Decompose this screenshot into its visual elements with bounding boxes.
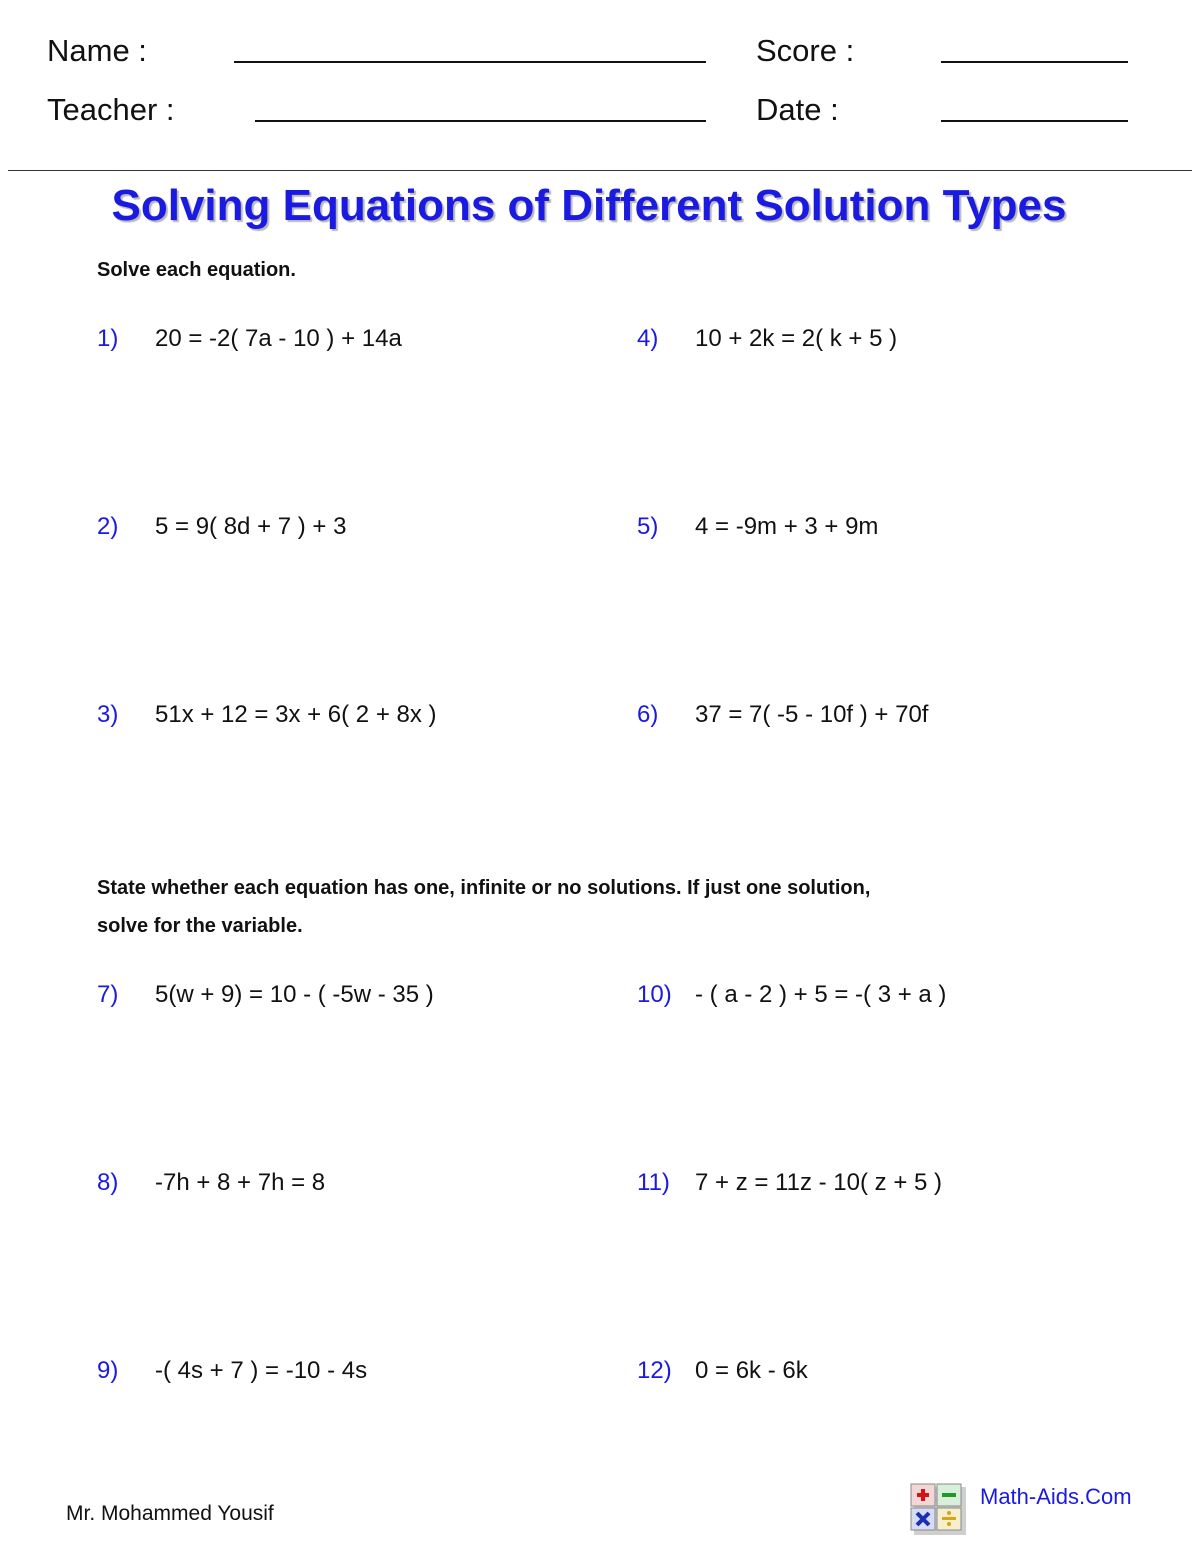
problem-equation: 4 = -9m + 3 + 9m xyxy=(695,513,879,540)
problem-number: 7) xyxy=(97,981,119,1008)
problem-4 xyxy=(637,324,897,354)
date-label: Date : xyxy=(756,92,839,127)
problem-2 xyxy=(97,512,346,542)
problem-equation: 10 + 2k = 2( k + 5 ) xyxy=(695,325,898,352)
math-operations-logo-icon xyxy=(910,1483,968,1537)
problem-equation: 51x + 12 = 3x + 6( 2 + 8x ) xyxy=(155,701,437,728)
date-blank[interactable] xyxy=(941,120,1128,122)
problem-3 xyxy=(97,700,437,730)
section2-instruction-line2: solve for the variable. xyxy=(97,915,303,937)
problem-number: 3) xyxy=(97,701,119,728)
problem-11 xyxy=(637,1168,942,1198)
problem-equation: 0 = 6k - 6k xyxy=(695,1357,808,1384)
section2-instruction xyxy=(97,869,870,945)
worksheet-title: Solving Equations of Different Solution Types xyxy=(111,181,1067,230)
problem-number: 2) xyxy=(97,513,119,540)
section2-instruction-line1: State whether each equation has one, infinite or no solutions. If just one solution, xyxy=(97,877,871,899)
author-name: Mr. Mohammed Yousif xyxy=(66,1502,274,1525)
problem-7 xyxy=(97,980,434,1010)
problem-equation: - ( a - 2 ) + 5 = -( 3 + a ) xyxy=(695,981,947,1008)
header-divider xyxy=(8,170,1192,171)
problem-number: 11) xyxy=(637,1169,670,1196)
problem-6 xyxy=(637,700,928,730)
teacher-label: Teacher : xyxy=(47,92,175,127)
problem-5 xyxy=(637,512,878,542)
problem-number: 12) xyxy=(637,1357,672,1384)
score-label: Score : xyxy=(756,33,855,68)
score-blank[interactable] xyxy=(941,61,1128,63)
brand-link[interactable]: Math-Aids.Com xyxy=(980,1484,1132,1509)
problem-10 xyxy=(637,980,946,1010)
section1-instruction: Solve each equation. xyxy=(97,259,296,281)
problem-8 xyxy=(97,1168,325,1198)
problem-12 xyxy=(637,1356,808,1386)
problem-number: 4) xyxy=(637,325,659,352)
problem-equation: 20 = -2( 7a - 10 ) + 14a xyxy=(155,325,402,352)
problem-number: 8) xyxy=(97,1169,119,1196)
problem-equation: 7 + z = 11z - 10( z + 5 ) xyxy=(695,1169,943,1196)
problem-9 xyxy=(97,1356,367,1386)
problem-1 xyxy=(97,324,402,354)
problem-equation: 5(w + 9) = 10 - ( -5w - 35 ) xyxy=(155,981,434,1008)
problem-equation: -( 4s + 7 ) = -10 - 4s xyxy=(155,1357,368,1384)
teacher-blank[interactable] xyxy=(255,120,706,122)
problem-number: 1) xyxy=(97,325,119,352)
name-label: Name : xyxy=(47,33,147,68)
problem-number: 10) xyxy=(637,981,672,1008)
problem-number: 5) xyxy=(637,513,659,540)
problem-equation: 5 = 9( 8d + 7 ) + 3 xyxy=(155,513,347,540)
problem-equation: 37 = 7( -5 - 10f ) + 70f xyxy=(695,701,929,728)
problem-number: 9) xyxy=(97,1357,119,1384)
problem-equation: -7h + 8 + 7h = 8 xyxy=(155,1169,326,1196)
problem-number: 6) xyxy=(637,701,659,728)
name-blank[interactable] xyxy=(234,61,706,63)
